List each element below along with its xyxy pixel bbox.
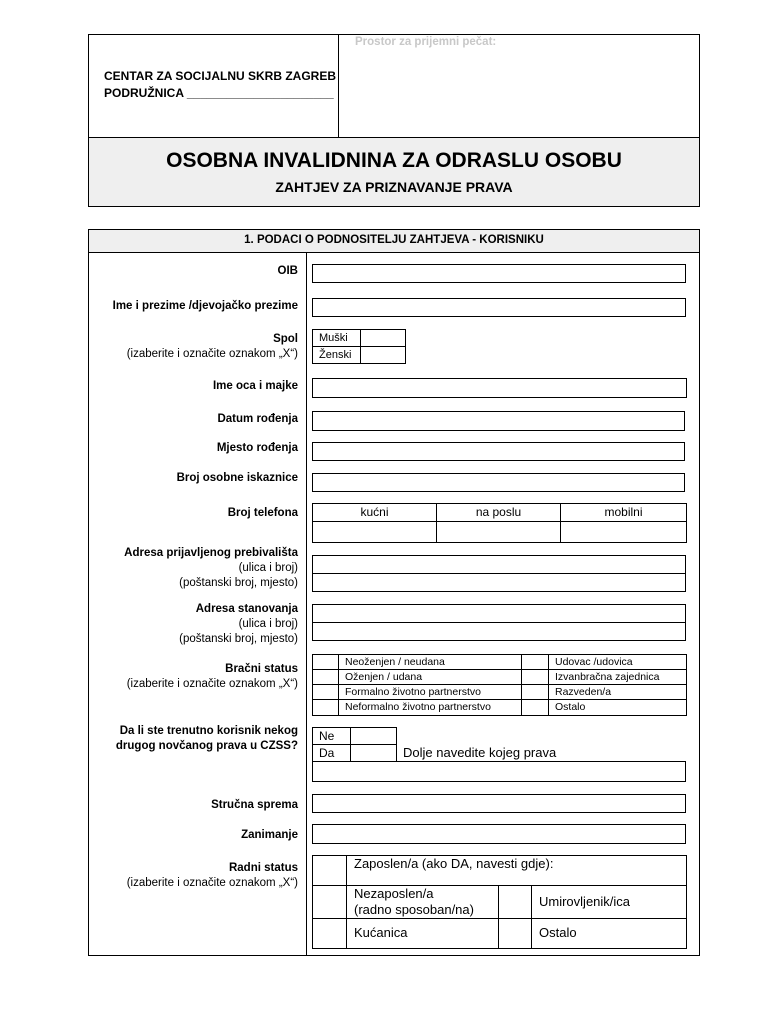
work-option-other: Ostalo: [539, 925, 577, 940]
res-address-postal-field[interactable]: [312, 622, 686, 641]
employed-checkbox[interactable]: [313, 856, 346, 885]
phone-work-field[interactable]: [437, 522, 560, 542]
occupation-field[interactable]: [312, 824, 686, 844]
form-subtitle: ZAHTJEV ZA PRIZNAVANJE PRAVA: [275, 179, 513, 195]
stamp-label: Prostor za prijemni pečat:: [355, 36, 497, 48]
other-work-checkbox[interactable]: [499, 919, 531, 948]
office-line1: CENTAR ZA SOCIJALNU SKRB ZAGREB: [104, 69, 337, 83]
marital-option-single: Neoženjen / neudana: [345, 656, 445, 668]
section1-divider: [306, 253, 307, 955]
section1-title: 1. PODACI O PODNOSITELJU ZAHTJEVA - KORISNIKU: [244, 234, 544, 246]
birth-place-label: Mjesto rođenja: [216, 442, 298, 454]
marital-option-formal-partnership: Formalno životno partnerstvo: [345, 686, 481, 698]
qualification-field[interactable]: [312, 794, 686, 813]
phone-mobile-field[interactable]: [561, 522, 686, 542]
marital-option-cohabitation: Izvanbračna zajednica: [555, 671, 660, 683]
marital-formal-checkbox[interactable]: [313, 685, 338, 699]
work-col-divider-1: [346, 855, 347, 949]
oib-field[interactable]: [312, 264, 686, 283]
other-right-label: Da li ste trenutno korisnik nekog drugog novčanog prava u CZSS?: [115, 725, 298, 752]
res-address-label: Adresa stanovanja (ulica i broj) (poštanski broj, mjesto): [179, 603, 298, 645]
yes-checkbox[interactable]: [351, 745, 396, 761]
sex-option-male: Muški: [319, 332, 348, 344]
marital-divorced-checkbox[interactable]: [522, 685, 548, 699]
marital-married-checkbox[interactable]: [313, 670, 338, 684]
parents-field[interactable]: [312, 378, 687, 398]
work-option-retired: Umirovljenik/ica: [539, 894, 631, 909]
phone-col-home: kućni: [360, 505, 389, 519]
option-no: Ne: [319, 729, 335, 743]
birth-place-field[interactable]: [312, 442, 685, 461]
work-option-housewife: Kućanica: [354, 925, 408, 940]
which-right-label: Dolje navedite kojeg prava: [403, 745, 557, 760]
marital-single-checkbox[interactable]: [313, 655, 338, 669]
marital-option-divorced: Razveden/a: [555, 686, 612, 698]
sex-label: Spol (izaberite i označite oznakom „X“): [126, 333, 298, 360]
office-name: [104, 68, 336, 102]
office-line2: PODRUŽNICA ______________________: [104, 86, 334, 100]
option-yes: Da: [319, 746, 335, 760]
parents-label: Ime oca i majke: [212, 380, 298, 392]
marital-option-married: Oženjen / udana: [345, 671, 423, 683]
reg-address-label: Adresa prijavljenog prebivališta (ulica i broj) (poštanski broj, mjesto): [124, 547, 298, 589]
unemployed-checkbox[interactable]: [313, 886, 346, 918]
sex-female-checkbox[interactable]: [361, 347, 405, 363]
name-label: Ime i prezime /djevojačko prezime: [112, 300, 298, 312]
reg-address-street-field[interactable]: [312, 555, 686, 574]
qualification-label: Stručna sprema: [211, 799, 298, 811]
oib-label: OIB: [277, 265, 298, 277]
marital-label: Bračni status (izaberite i označite oznakom „X“): [126, 663, 298, 690]
birth-date-label: Datum rođenja: [217, 413, 298, 425]
retired-checkbox[interactable]: [499, 886, 531, 918]
phone-col-work: na poslu: [475, 505, 522, 519]
header-divider: [338, 35, 339, 137]
marital-other-checkbox[interactable]: [522, 700, 548, 715]
work-option-unemployed: Nezaposlen/a (radno sposoban/na): [354, 886, 474, 917]
res-address-street-field[interactable]: [312, 604, 686, 623]
id-card-field[interactable]: [312, 473, 685, 492]
marital-cohabitation-checkbox[interactable]: [522, 670, 548, 684]
sex-option-female: Ženski: [319, 349, 352, 361]
marital-informal-checkbox[interactable]: [313, 700, 338, 715]
housewife-checkbox[interactable]: [313, 919, 346, 948]
name-field[interactable]: [312, 298, 686, 317]
marital-widowed-checkbox[interactable]: [522, 655, 548, 669]
occupation-label: Zanimanje: [241, 829, 298, 841]
marital-option-informal-partnership: Neformalno životno partnerstvo: [345, 701, 491, 713]
birth-date-field[interactable]: [312, 411, 685, 431]
sex-male-checkbox[interactable]: [361, 330, 405, 346]
phone-col-mobile: mobilni: [604, 505, 643, 519]
which-right-field[interactable]: [312, 761, 686, 782]
work-col-divider-3: [531, 886, 532, 949]
phone-home-field[interactable]: [313, 522, 436, 542]
marital-option-other: Ostalo: [555, 701, 586, 713]
marital-option-widowed: Udovac /udovica: [555, 656, 633, 668]
reg-address-postal-field[interactable]: [312, 573, 686, 592]
work-status-label: Radni status (izaberite i označite oznakom „X“): [126, 862, 298, 889]
no-checkbox[interactable]: [351, 728, 396, 744]
phone-label: Broj telefona: [227, 507, 298, 519]
form-title: OSOBNA INVALIDNINA ZA ODRASLU OSOBU: [166, 149, 622, 172]
work-option-employed: Zaposlen/a (ako DA, navesti gdje):: [354, 856, 554, 871]
id-card-label: Broj osobne iskaznice: [176, 472, 298, 484]
